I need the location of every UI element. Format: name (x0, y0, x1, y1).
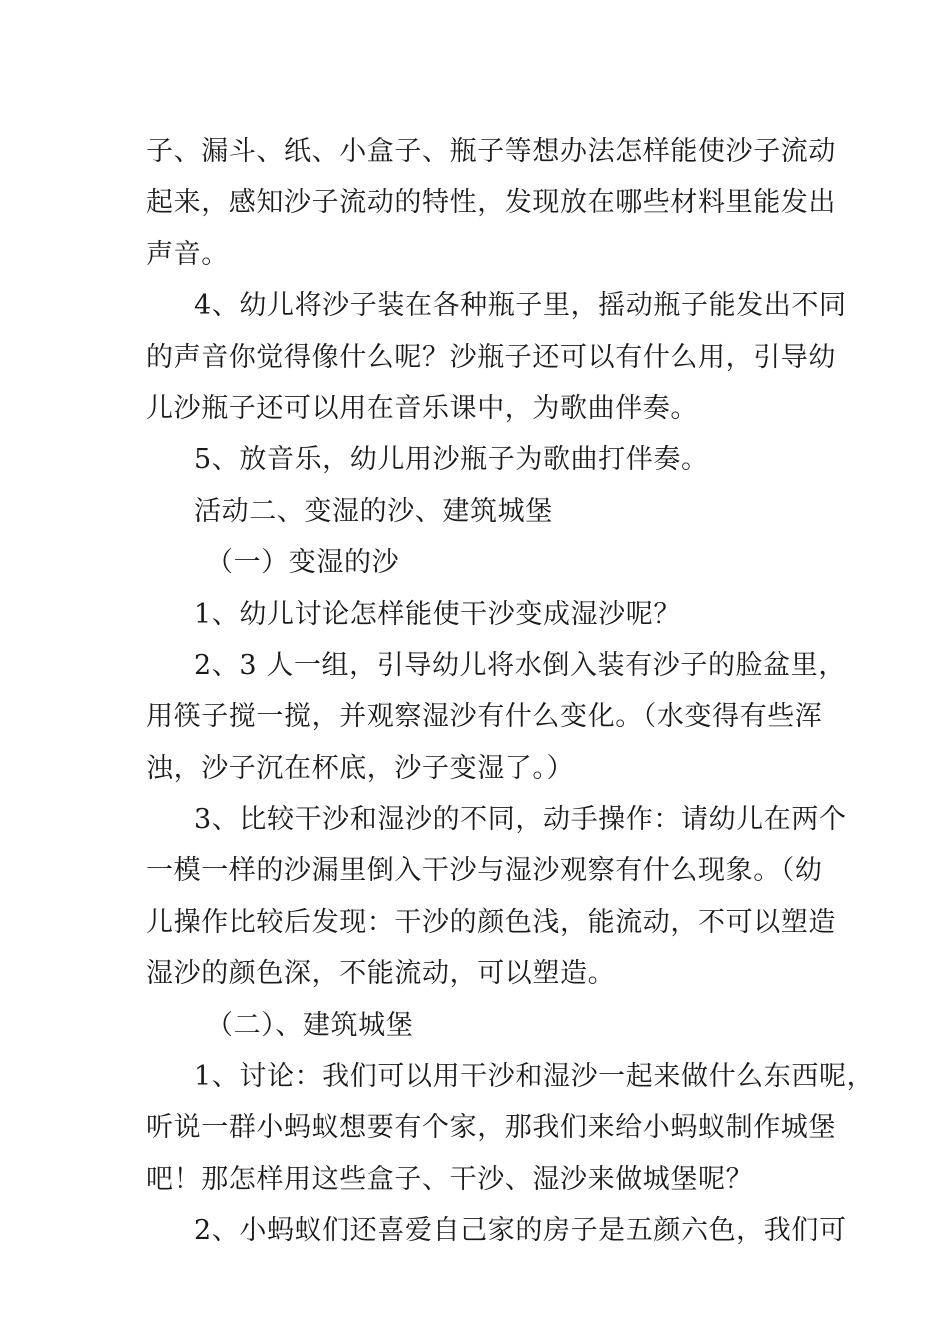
text-line: 4、幼儿将沙子装在各种瓶子里，摇动瓶子能发出不同 (194, 290, 847, 322)
text-line: 一模一样的沙漏里倒入干沙与湿沙观察有什么现象。（幼 (146, 855, 823, 887)
text-line: 子、漏斗、纸、小盒子、瓶子等想办法怎样能使沙子流动 (146, 136, 836, 167)
section-heading: 活动二、变湿的沙、建筑城堡 (194, 495, 553, 527)
text-line: 2、3 人一组，引导幼儿将水倒入装有沙子的脸盆里， (194, 649, 846, 681)
text-line: 吧！那怎样用这些盒子、干沙、湿沙来做城堡呢？ (146, 1163, 754, 1195)
text-line: 1、讨论：我们可以用干沙和湿沙一起来做什么东西呢， (194, 1061, 875, 1093)
document-body (146, 126, 875, 1257)
text-line: 声音。 (146, 238, 229, 270)
text-line: 5、放音乐，幼儿用沙瓶子为歌曲打伴奏。 (194, 444, 709, 476)
text-line: 儿操作比较后发现：干沙的颜色浅，能流动，不可以塑造 (146, 906, 836, 938)
subsection-heading: （二）、建筑城堡 (206, 1009, 414, 1041)
text-line: 儿沙瓶子还可以用在音乐课中，为歌曲伴奏。 (146, 392, 698, 424)
text-line: 的声音你觉得像什么呢？沙瓶子还可以有什么用，引导幼 (146, 341, 836, 373)
text-line: 起来，感知沙子流动的特性，发现放在哪些材料里能发出 (146, 187, 836, 219)
subsection-heading: （一）变湿的沙 (206, 547, 400, 579)
text-line: 湿沙的颜色深，不能流动，可以塑造。 (146, 958, 616, 990)
text-line: 听说一群小蚂蚁想要有个家，那我们来给小蚂蚁制作城堡 (146, 1112, 836, 1144)
text-line: 2、小蚂蚁们还喜爱自己家的房子是五颜六色，我们可 (194, 1215, 847, 1247)
text-line: 3、比较干沙和湿沙的不同，动手操作：请幼儿在两个 (194, 804, 847, 836)
text-line: 用筷子搅一搅，并观察湿沙有什么变化。（水变得有些浑 (146, 701, 823, 733)
text-line: 1、幼儿讨论怎样能使干沙变成湿沙呢？ (194, 598, 681, 630)
text-line: 浊，沙子沉在杯底，沙子变湿了。） (146, 752, 575, 784)
